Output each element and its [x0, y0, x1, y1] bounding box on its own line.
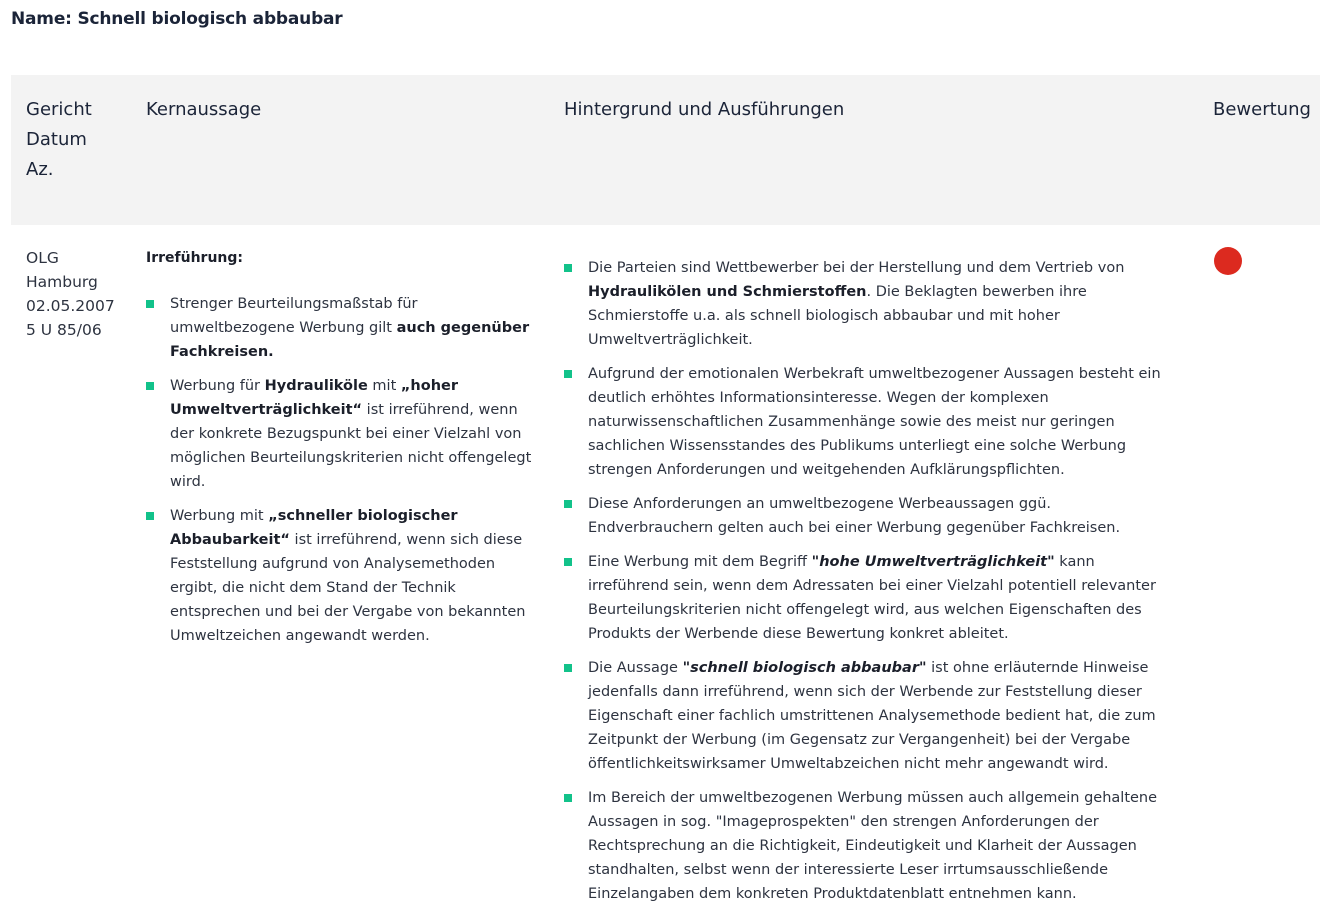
- background-bullet-text: kann irreführend sein, wenn dem Adressaten bei einer Vielzahl potentiell relevanter Beurteilungskriterien nicht offengelegt wird, aus welchen Eigenschaften des Produkts der Werbende diese Bewertung konkret ableitet.: [588, 554, 1156, 642]
- bullet-square-icon: [564, 500, 572, 508]
- court-date: 02.05.2007: [26, 297, 115, 315]
- background-bullet-item: [564, 362, 1174, 482]
- background-bullet-text: . Die Beklagten bewerben ihre Schmierstoffe u.a. als schnell biologisch abbaubar und mit hoher Umweltverträglichkeit.: [588, 284, 1087, 348]
- core-bullet-text: auch gegenüber Fachkreisen.: [170, 320, 530, 360]
- bullet-square-icon: [564, 264, 572, 272]
- core-bullet-text: „hoher Umweltverträglichkeit“: [170, 378, 459, 418]
- header-background: Hintergrund und Ausführungen: [564, 99, 845, 120]
- core-bullet-item: [146, 292, 536, 364]
- header-date-label: Datum: [26, 129, 87, 150]
- background-bullet-item: [564, 550, 1174, 646]
- core-bullet-text: Werbung für: [170, 378, 265, 394]
- background-bullet-item: [564, 492, 1174, 540]
- bullet-square-icon: [564, 558, 572, 566]
- cell-background: [564, 256, 1174, 916]
- bullet-square-icon: [564, 794, 572, 802]
- background-bullet-text: Hydraulikölen und Schmierstoffen: [588, 284, 867, 300]
- rating-red-dot-icon: [1214, 247, 1242, 275]
- bullet-square-icon: [146, 300, 154, 308]
- table-header: [11, 75, 1320, 225]
- core-bullet-item: [146, 374, 536, 494]
- background-bullet-text: Die Parteien sind Wettbewerber bei der Herstellung und dem Vertrieb von: [588, 260, 1125, 276]
- cell-core-statement: [146, 246, 536, 658]
- bullet-square-icon: [146, 382, 154, 390]
- background-bullet-text: Im Bereich der umweltbezogenen Werbung müssen auch allgemein gehaltene Aussagen in sog. "Imageprospekten" den strengen Anforderungen der Rechtsprechung an die Richtigkeit, Eindeutigkeit und Klarheit der Aussagen standhalten, selbst wenn der interessierte Leser irrtumsausschließende Einzelangaben dem konkreten Produktdatenblatt entnehmen kann.: [588, 790, 1158, 902]
- cell-court-info: [26, 246, 136, 342]
- background-bullet-text: ist ohne erläuternde Hinweise jedenfalls dann irreführend, wenn sich der Werbende zur Feststellung dieser Eigenschaft einer fachlich umstrittenen Analysemethode bedient hat, die zum Zeitpunkt der Werbung (im Gegensatz zur Vergangenheit) bei der Vergabe öffentlichkeitswirksamer Umweltabzeichen nicht mehr angewandt wird.: [588, 660, 1156, 772]
- header-court-date-az: [26, 95, 92, 185]
- core-bullet-text: Werbung mit: [170, 508, 269, 524]
- header-core-statement: Kernaussage: [146, 99, 262, 120]
- core-bullet-item: [146, 504, 536, 648]
- core-bullet-text: Hydrauliköle: [264, 378, 368, 394]
- header-court-label: Gericht: [26, 99, 92, 120]
- bullet-square-icon: [146, 512, 154, 520]
- bullet-square-icon: [564, 664, 572, 672]
- core-bullet-list: [146, 292, 536, 648]
- background-bullet-text: Diese Anforderungen an umweltbezogene Werbeaussagen ggü. Endverbrauchern gelten auch bei einer Werbung gegenüber Fachkreisen.: [588, 496, 1121, 536]
- header-az-label: Az.: [26, 159, 54, 180]
- court-name-2: Hamburg: [26, 273, 98, 291]
- core-subheading: Irreführung:: [146, 250, 243, 266]
- core-bullet-text: Strenger Beurteilungsmaßstab für umweltbezogene Werbung gilt: [170, 296, 418, 336]
- background-bullet-text: Die Aussage: [588, 660, 683, 676]
- background-bullet-list: [564, 256, 1174, 906]
- background-bullet-item: [564, 656, 1174, 776]
- header-rating: Bewertung: [1213, 99, 1311, 120]
- background-bullet-text: Aufgrund der emotionalen Werbekraft umweltbezogener Aussagen besteht ein deutlich erhöhtes Informationsinteresse. Wegen der komplexen naturwissenschaftlichen Zusammenhänge sowie des meist nur geringen sachlichen Wissensstandes des Publikums unterliegt eine solche Werbung strengen Anforderungen und weitgehenden Aufklärungspflichten.: [588, 366, 1161, 478]
- background-bullet-text: Eine Werbung mit dem Begriff: [588, 554, 812, 570]
- page-title: Name: Schnell biologisch abbaubar: [11, 9, 343, 29]
- background-bullet-item: [564, 256, 1174, 352]
- court-case-number: 5 U 85/06: [26, 321, 102, 339]
- background-bullet-text: "schnell biologisch abbaubar": [682, 660, 927, 676]
- court-name-1: OLG: [26, 249, 59, 267]
- core-bullet-text: „schneller biologischer Abbaubarkeit“: [170, 508, 458, 548]
- background-bullet-text: "hohe Umweltverträglichkeit": [811, 554, 1055, 570]
- core-bullet-text: mit: [367, 378, 401, 394]
- background-bullet-item: [564, 786, 1174, 906]
- core-bullet-text: ist irreführend, wenn sich diese Feststellung aufgrund von Analysemethoden ergibt, die nicht dem Stand der Technik entsprechen und bei der Vergabe von bekannten Umweltzeichen angewandt werden.: [170, 532, 526, 644]
- bullet-square-icon: [564, 370, 572, 378]
- core-bullet-text: ist irreführend, wenn der konkrete Bezugspunkt bei einer Vielzahl von möglichen Beurteilungskriterien nicht offengelegt wird.: [170, 402, 532, 490]
